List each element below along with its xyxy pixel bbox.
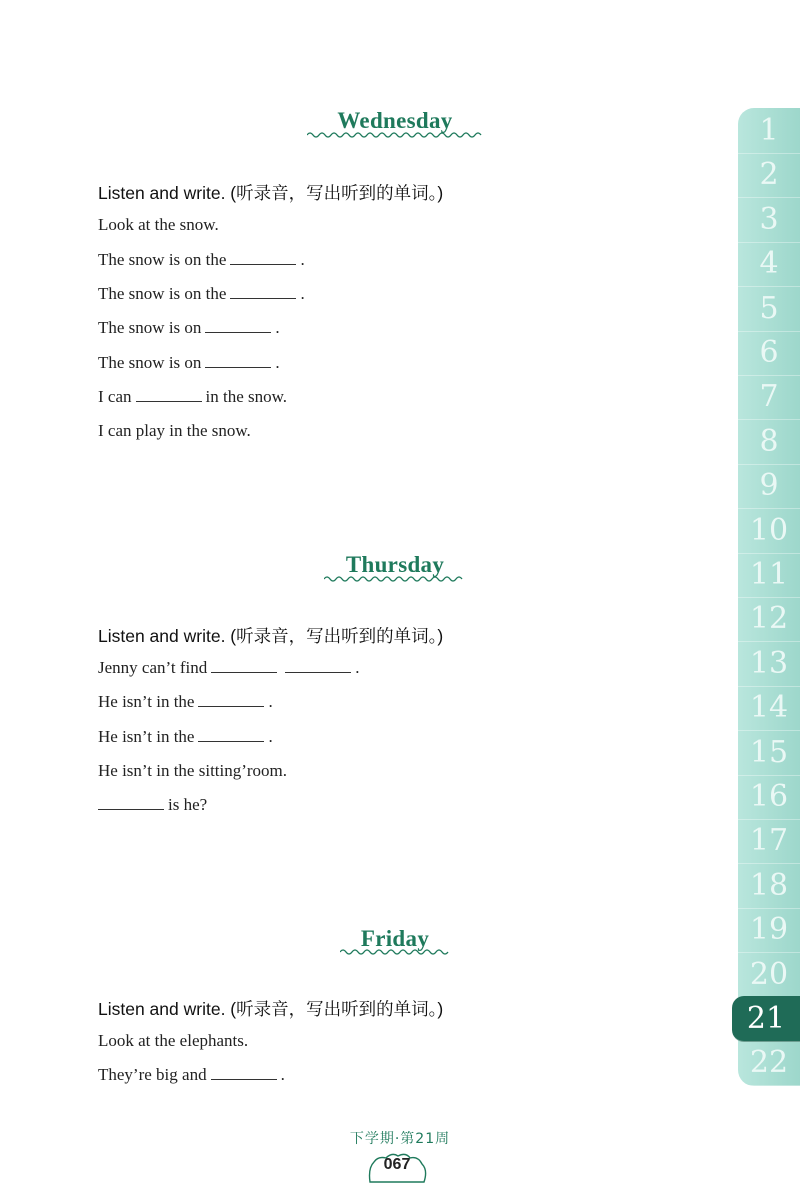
exercise-line: He isn’t in the sitting’room. bbox=[98, 761, 288, 780]
exercise-line: The snow is on . bbox=[98, 353, 280, 372]
answer-blank[interactable] bbox=[198, 740, 264, 742]
week-tab-18[interactable]: 18 bbox=[738, 863, 800, 909]
week-tab-13[interactable]: 13 bbox=[738, 641, 800, 687]
exercise-line: He isn’t in the . bbox=[98, 727, 273, 746]
footer-label: 下学期·第21周 bbox=[349, 1131, 451, 1147]
week-tab-21[interactable]: 21 bbox=[732, 996, 800, 1042]
answer-blank[interactable] bbox=[230, 263, 296, 265]
week-tab-8[interactable]: 8 bbox=[738, 419, 800, 465]
answer-blank[interactable] bbox=[285, 671, 351, 673]
answer-blank[interactable] bbox=[205, 366, 271, 368]
week-tab-22[interactable]: 22 bbox=[738, 1040, 800, 1086]
exercise-line: The snow is on the . bbox=[98, 284, 305, 303]
title-wave-underline bbox=[307, 131, 485, 139]
week-tab-11[interactable]: 11 bbox=[738, 552, 800, 598]
page-number: 067 bbox=[383, 1156, 411, 1173]
week-tab-1[interactable]: 1 bbox=[738, 108, 800, 154]
exercise-line: Look at the elephants. bbox=[98, 1031, 249, 1050]
exercise-line: The snow is on . bbox=[98, 318, 280, 337]
week-tab-3[interactable]: 3 bbox=[738, 197, 800, 243]
week-tab-7[interactable]: 7 bbox=[738, 374, 800, 420]
answer-blank[interactable] bbox=[98, 808, 164, 810]
title-wave-underline bbox=[340, 948, 452, 956]
week-tab-9[interactable]: 9 bbox=[738, 463, 800, 509]
answer-blank[interactable] bbox=[205, 331, 271, 333]
answer-blank[interactable] bbox=[211, 1078, 277, 1080]
week-tab-20[interactable]: 20 bbox=[738, 952, 800, 998]
exercise-line: They’re big and . bbox=[98, 1065, 285, 1084]
week-tab-strip bbox=[738, 108, 800, 1086]
section-title-friday: Friday bbox=[360, 926, 430, 951]
exercise-line: Look at the snow. bbox=[98, 215, 219, 234]
week-tab-4[interactable]: 4 bbox=[738, 241, 800, 287]
page-number-badge bbox=[366, 1152, 428, 1186]
exercise-line: Jenny can’t find . bbox=[98, 658, 360, 677]
instruction-thursday: Listen and write. (听录音，写出听到的单词。) bbox=[98, 626, 444, 646]
week-tab-19[interactable]: 19 bbox=[738, 907, 800, 953]
answer-blank[interactable] bbox=[230, 297, 296, 299]
section-title-thursday: Thursday bbox=[345, 552, 445, 577]
section-title-wednesday: Wednesday bbox=[337, 108, 453, 133]
week-tab-14[interactable]: 14 bbox=[738, 685, 800, 731]
week-tab-15[interactable]: 15 bbox=[738, 730, 800, 776]
exercise-line: The snow is on the . bbox=[98, 250, 305, 269]
week-tab-5[interactable]: 5 bbox=[738, 286, 800, 332]
exercise-line: I can play in the snow. bbox=[98, 421, 251, 440]
week-tab-17[interactable]: 17 bbox=[738, 818, 800, 864]
answer-blank[interactable] bbox=[136, 400, 202, 402]
answer-blank[interactable] bbox=[198, 705, 264, 707]
exercise-line: is he? bbox=[98, 795, 207, 815]
week-tab-12[interactable]: 12 bbox=[738, 596, 800, 642]
week-tab-16[interactable]: 16 bbox=[738, 774, 800, 820]
week-tab-2[interactable]: 2 bbox=[738, 152, 800, 198]
week-tab-6[interactable]: 6 bbox=[738, 330, 800, 376]
instruction-friday: Listen and write. (听录音，写出听到的单词。) bbox=[98, 999, 444, 1019]
instruction-wednesday: Listen and write. (听录音，写出听到的单词。) bbox=[98, 183, 444, 203]
week-tab-10[interactable]: 10 bbox=[738, 508, 800, 554]
answer-blank[interactable] bbox=[211, 671, 277, 673]
exercise-line: He isn’t in the . bbox=[98, 692, 273, 711]
title-wave-underline bbox=[324, 575, 468, 583]
exercise-line: I can in the snow. bbox=[98, 387, 288, 406]
